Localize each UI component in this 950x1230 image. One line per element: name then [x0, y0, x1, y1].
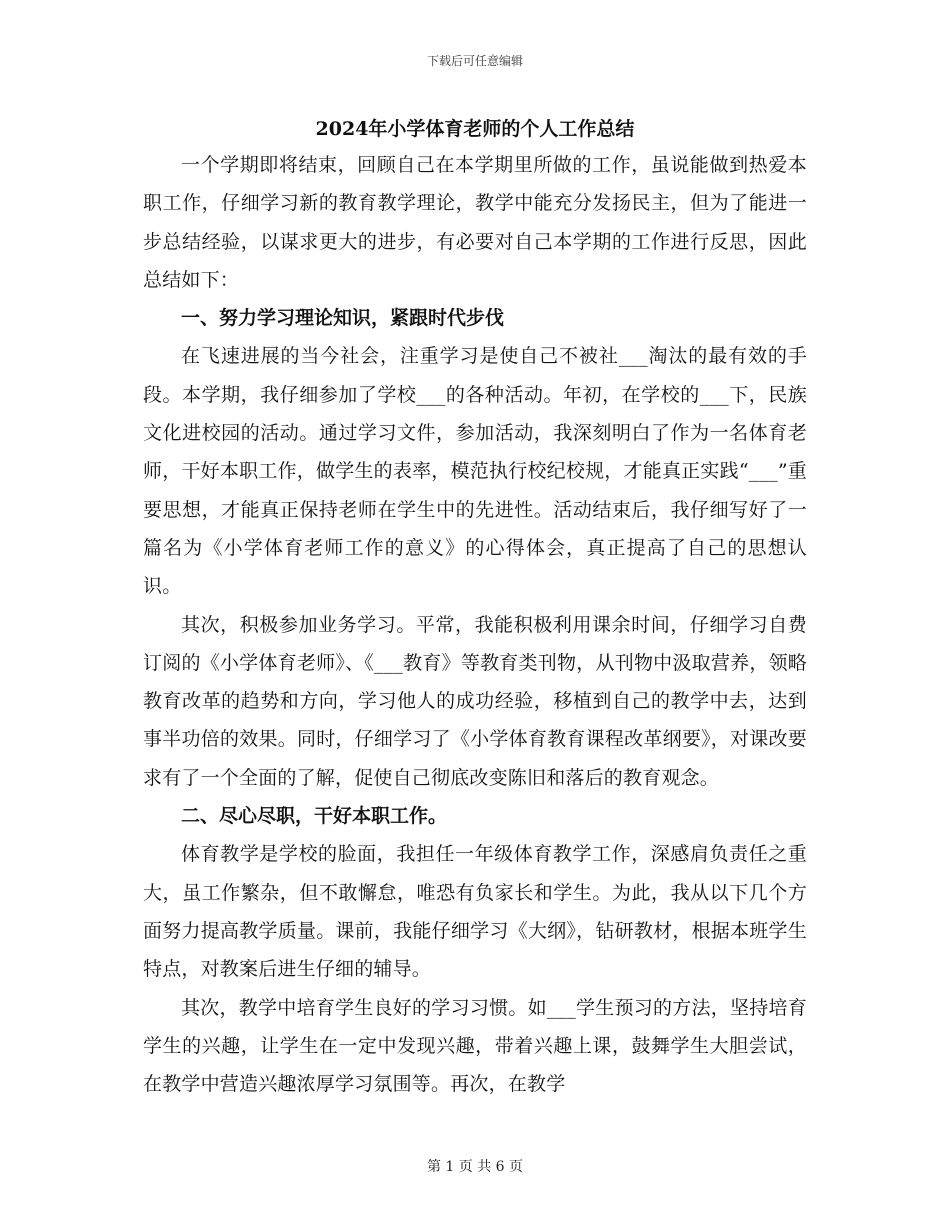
document-body	[143, 112, 807, 1103]
section-1-paragraph-2: 其次，积极参加业务学习。平常，我能积极利用课余时间，仔细学习自费订阅的《小学体育老师》、《___教育》等教育类刊物，从刊物中汲取营养，领略教育改革的趋势和方向，学习他人的成功经验，移植到自己的教学中去，达到事半功倍的效果。同时，仔细学习了《小学体育教育课程改革纲要》，对课改要求有了一个全面的了解，促使自己彻底改变陈旧和落后的教育观念。	[143, 613, 807, 789]
page-header-note: 下载后可任意编辑	[426, 54, 523, 68]
section-2-paragraph-1: 体育教学是学校的脸面，我担任一年级体育教学工作，深感肩负责任之重大，虽工作繁杂，但不敢懈怠，唯恐有负家长和学生。为此，我从以下几个方面努力提高教学质量。课前，我能仔细学习《大纲》，钻研教材，根据本班学生特点，对教案后进生仔细的辅导。	[143, 843, 807, 981]
section-1-paragraph-1: 在飞速进展的当今社会，注重学习是使自己不被社___淘汰的最有效的手段。本学期，我仔细参加了学校___的各种活动。年初，在学校的___下，民族文化进校园的活动。通过学习文件，参加活动，我深刻明白了作为一名体育老师，干好本职工作，做学生的表率，模范执行校纪校规，才能真正实践“___”重要思想，才能真正保持老师在学生中的先进性。活动结束后，我仔细写好了一篇名为《小学体育老师工作的意义》的心得体会，真正提高了自己的思想认识。	[143, 345, 807, 598]
section-1-heading: 一、努力学习理论知识，紧跟时代步伐	[181, 307, 505, 330]
section-2-heading: 二、尽心尽职，干好本职工作。	[181, 805, 448, 828]
document-title: 2024年小学体育老师的个人工作总结	[315, 118, 635, 140]
section-2-paragraph-2: 其次，教学中培育学生良好的学习习惯。如___学生预习的方法，坚持培育学生的兴趣，让学生在一定中发现兴趣，带着兴趣上课，鼓舞学生大胆尝试，在教学中营造兴趣浓厚学习氛围等。再次，在教学	[143, 996, 807, 1096]
intro-paragraph: 一个学期即将结束，回顾自己在本学期里所做的工作，虽说能做到热爱本职工作，仔细学习新的教育教学理论，教学中能充分发扬民主，但为了能进一步总结经验，以谋求更大的进步，有必要对自己本学期的工作进行反思，因此总结如下：	[143, 154, 807, 291]
page-number: 第 1 页 共 6 页	[426, 1159, 524, 1175]
